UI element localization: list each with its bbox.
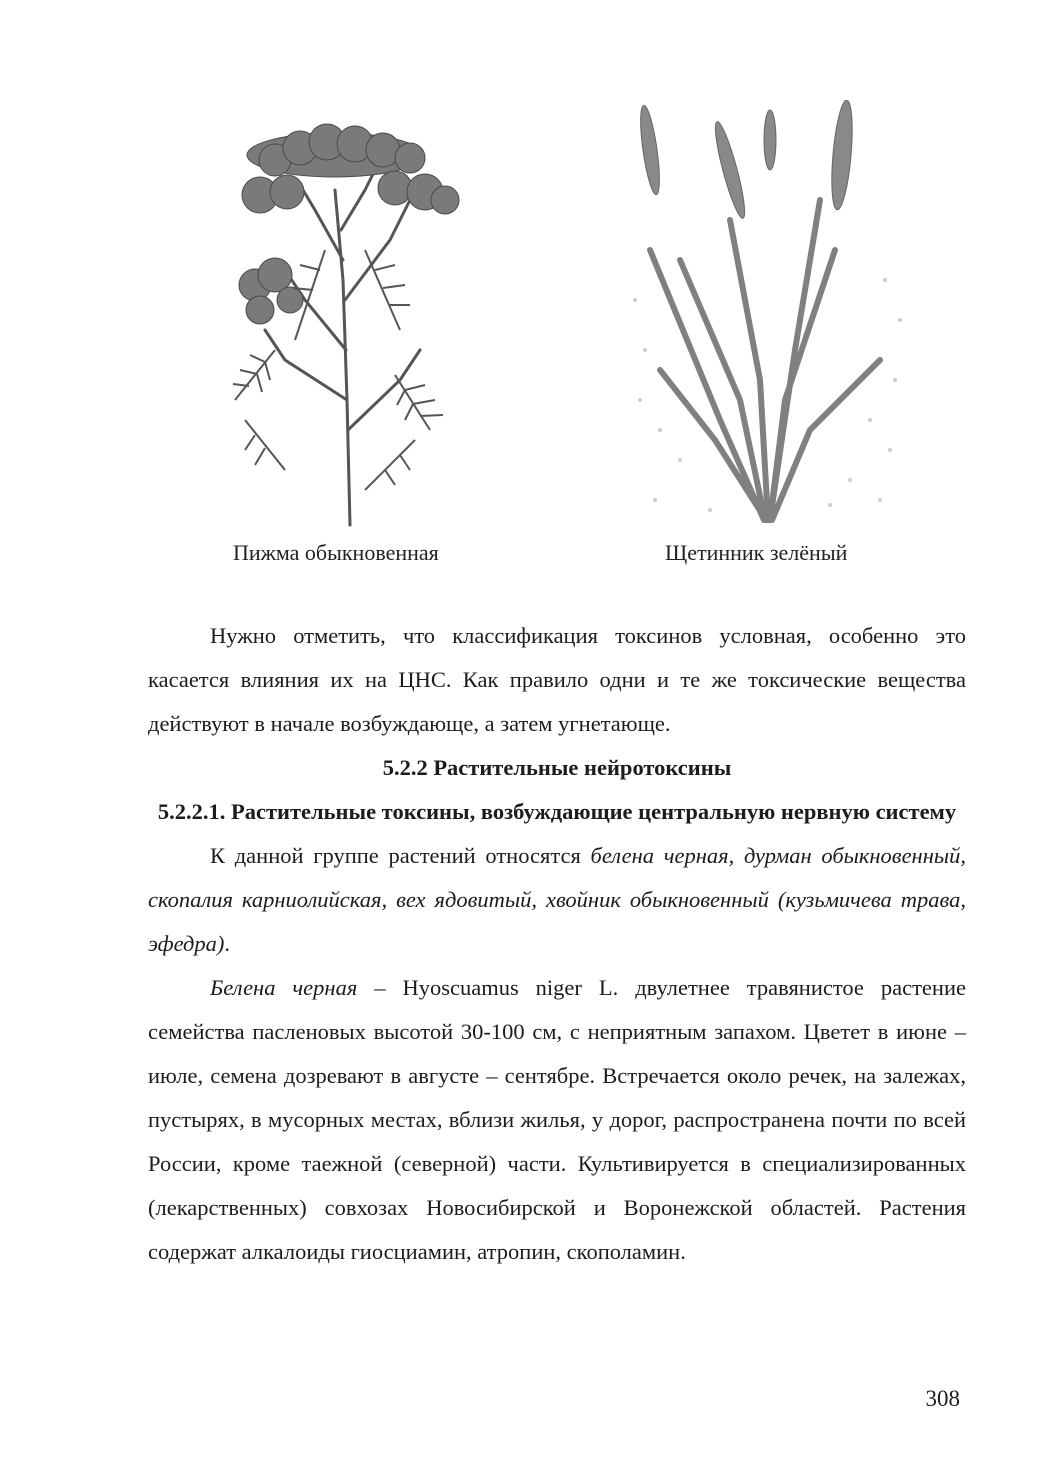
page-number: 308 (925, 1386, 960, 1411)
section-heading: 5.2.2 Растительные нейротоксины (382, 755, 732, 780)
figure-caption-right: Щетинник зелёный (665, 540, 848, 565)
plant-group-list: белена черная, дурман обыкновенный, скопалия карниолийская, вех ядовитый, хвойник обыкновенный (кузьмичева трава, эфедра) (148, 843, 966, 956)
figure-caption-left: Пижма обыкновенная (233, 540, 439, 565)
henbane-name: Белена черная (210, 975, 358, 1000)
paragraph-classification: Нужно отметить, что классификация токсинов условная, особенно это касается влияния их на ЦНС. Как правило одни и те же токсические вещества действуют в начале возбуждающе, а затем угнетающе. (148, 623, 966, 736)
body-text (148, 614, 966, 1274)
paragraph-plant-group (148, 834, 966, 966)
bristlegrass-illustration (620, 100, 915, 530)
plant-group-end: . (224, 931, 231, 956)
henbane-description: – Hyoscuamus niger L. двулетнее травянистое растение семейства пасленовых высотой 30-100 см, с неприятным запахом. Цветет в июне – июле, семена дозревают в августе – сентябре. Встречается около речек, на залежах, пустырях, в мусорных местах, вблизи жилья, у дорог, распространена почти по всей России, кроме таежной (северной) части. Культивируется в специализированных (лекарственных) совхозах Новосибирской и Воронежской областей. Растения содержат алкалоиды гиосциамин, атропин, скополамин. (148, 975, 966, 1264)
tansy-illustration (215, 100, 480, 530)
subsection-heading: 5.2.2.1. Растительные токсины, возбуждающие центральную нервную систему (157, 799, 957, 824)
paragraph-henbane (148, 966, 966, 1274)
plant-group-lead: К данной группе растений относятся (210, 843, 591, 868)
